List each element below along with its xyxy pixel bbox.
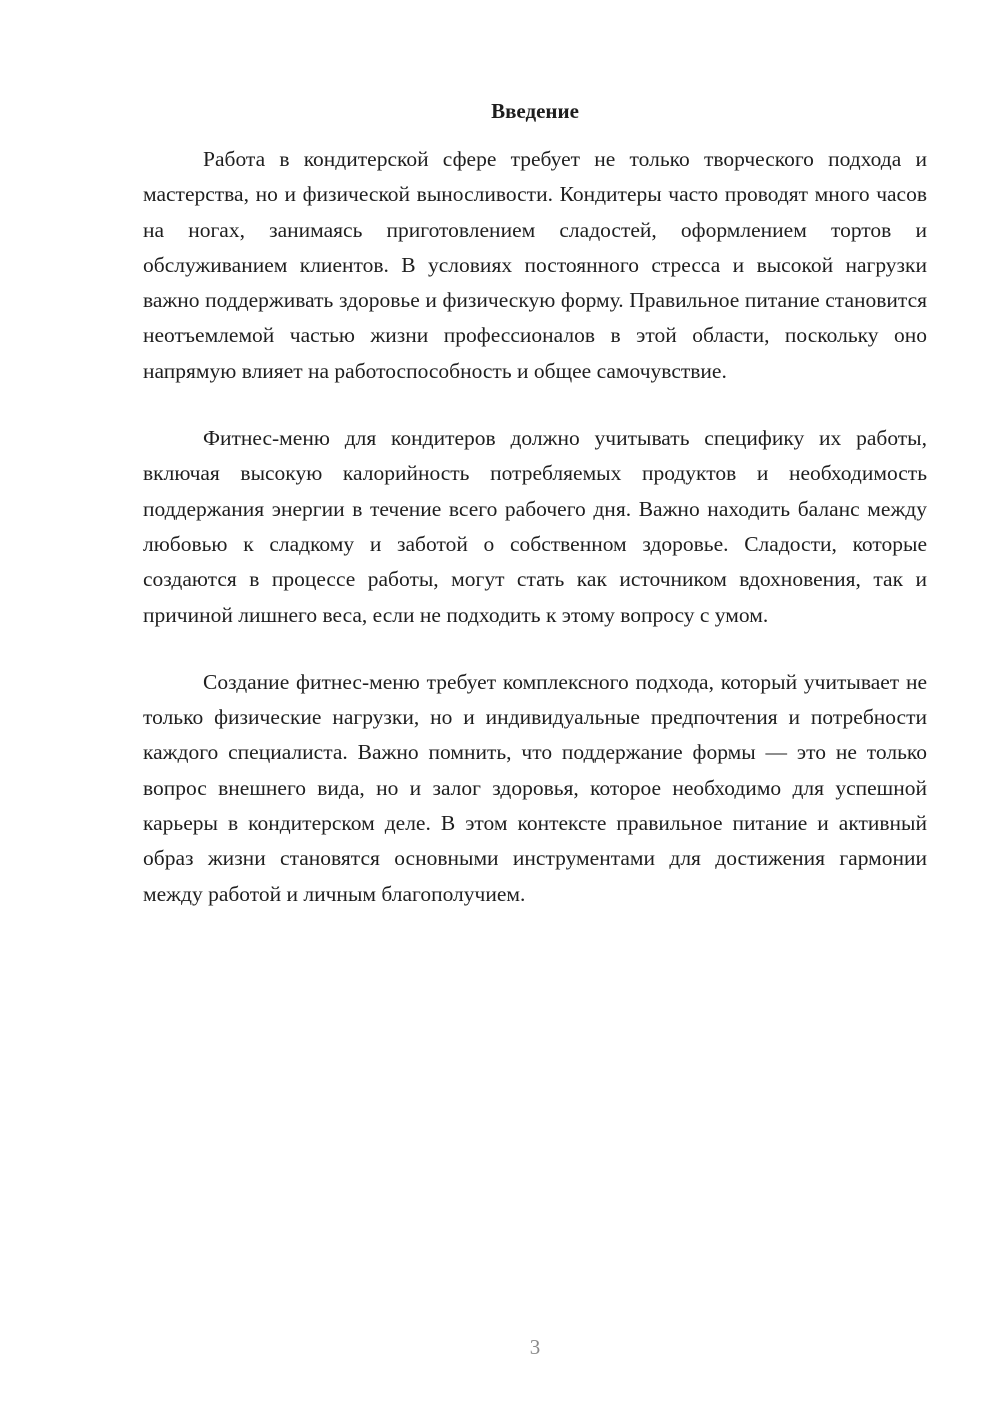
paragraph-2: Фитнес-меню для кондитеров должно учитывать специфику их работы, включая высокую калорийность потребляемых продуктов и необходимость поддержания энергии в течение всего рабочего дня. Важно находить баланс между любовью к сладкому и заботой о собственном здоровье. Сладости, которые создаются в процессе работы, могут стать как источником вдохновения, так и причиной лишнего веса, если не подходить к этому вопросу с умом. bbox=[143, 426, 927, 627]
section-heading: Введение bbox=[491, 99, 579, 123]
page-number: 3 bbox=[529, 1335, 541, 1359]
body-text bbox=[143, 142, 927, 944]
paragraph-1: Работа в кондитерской сфере требует не только творческого подхода и мастерства, но и физической выносливости. Кондитеры часто проводят много часов на ногах, занимаясь приготовлением сладостей, оформлением тортов и обслуживанием клиентов. В условиях постоянного стресса и высокой нагрузки важно поддерживать здоровье и физическую форму. Правильное питание становится неотъемлемой частью жизни профессионалов в этой области, поскольку оно напрямую влияет на работоспособность и общее самочувствие. bbox=[143, 147, 927, 383]
paragraph-3: Создание фитнес-меню требует комплексного подхода, который учитывает не только физические нагрузки, но и индивидуальные предпочтения и потребности каждого специалиста. Важно помнить, что поддержание формы — это не только вопрос внешнего вида, но и залог здоровья, которое необходимо для успешной карьеры в кондитерском деле. В этом контексте правильное питание и активный образ жизни становятся основными инструментами для достижения гармонии между работой и личным благополучием. bbox=[143, 669, 927, 906]
